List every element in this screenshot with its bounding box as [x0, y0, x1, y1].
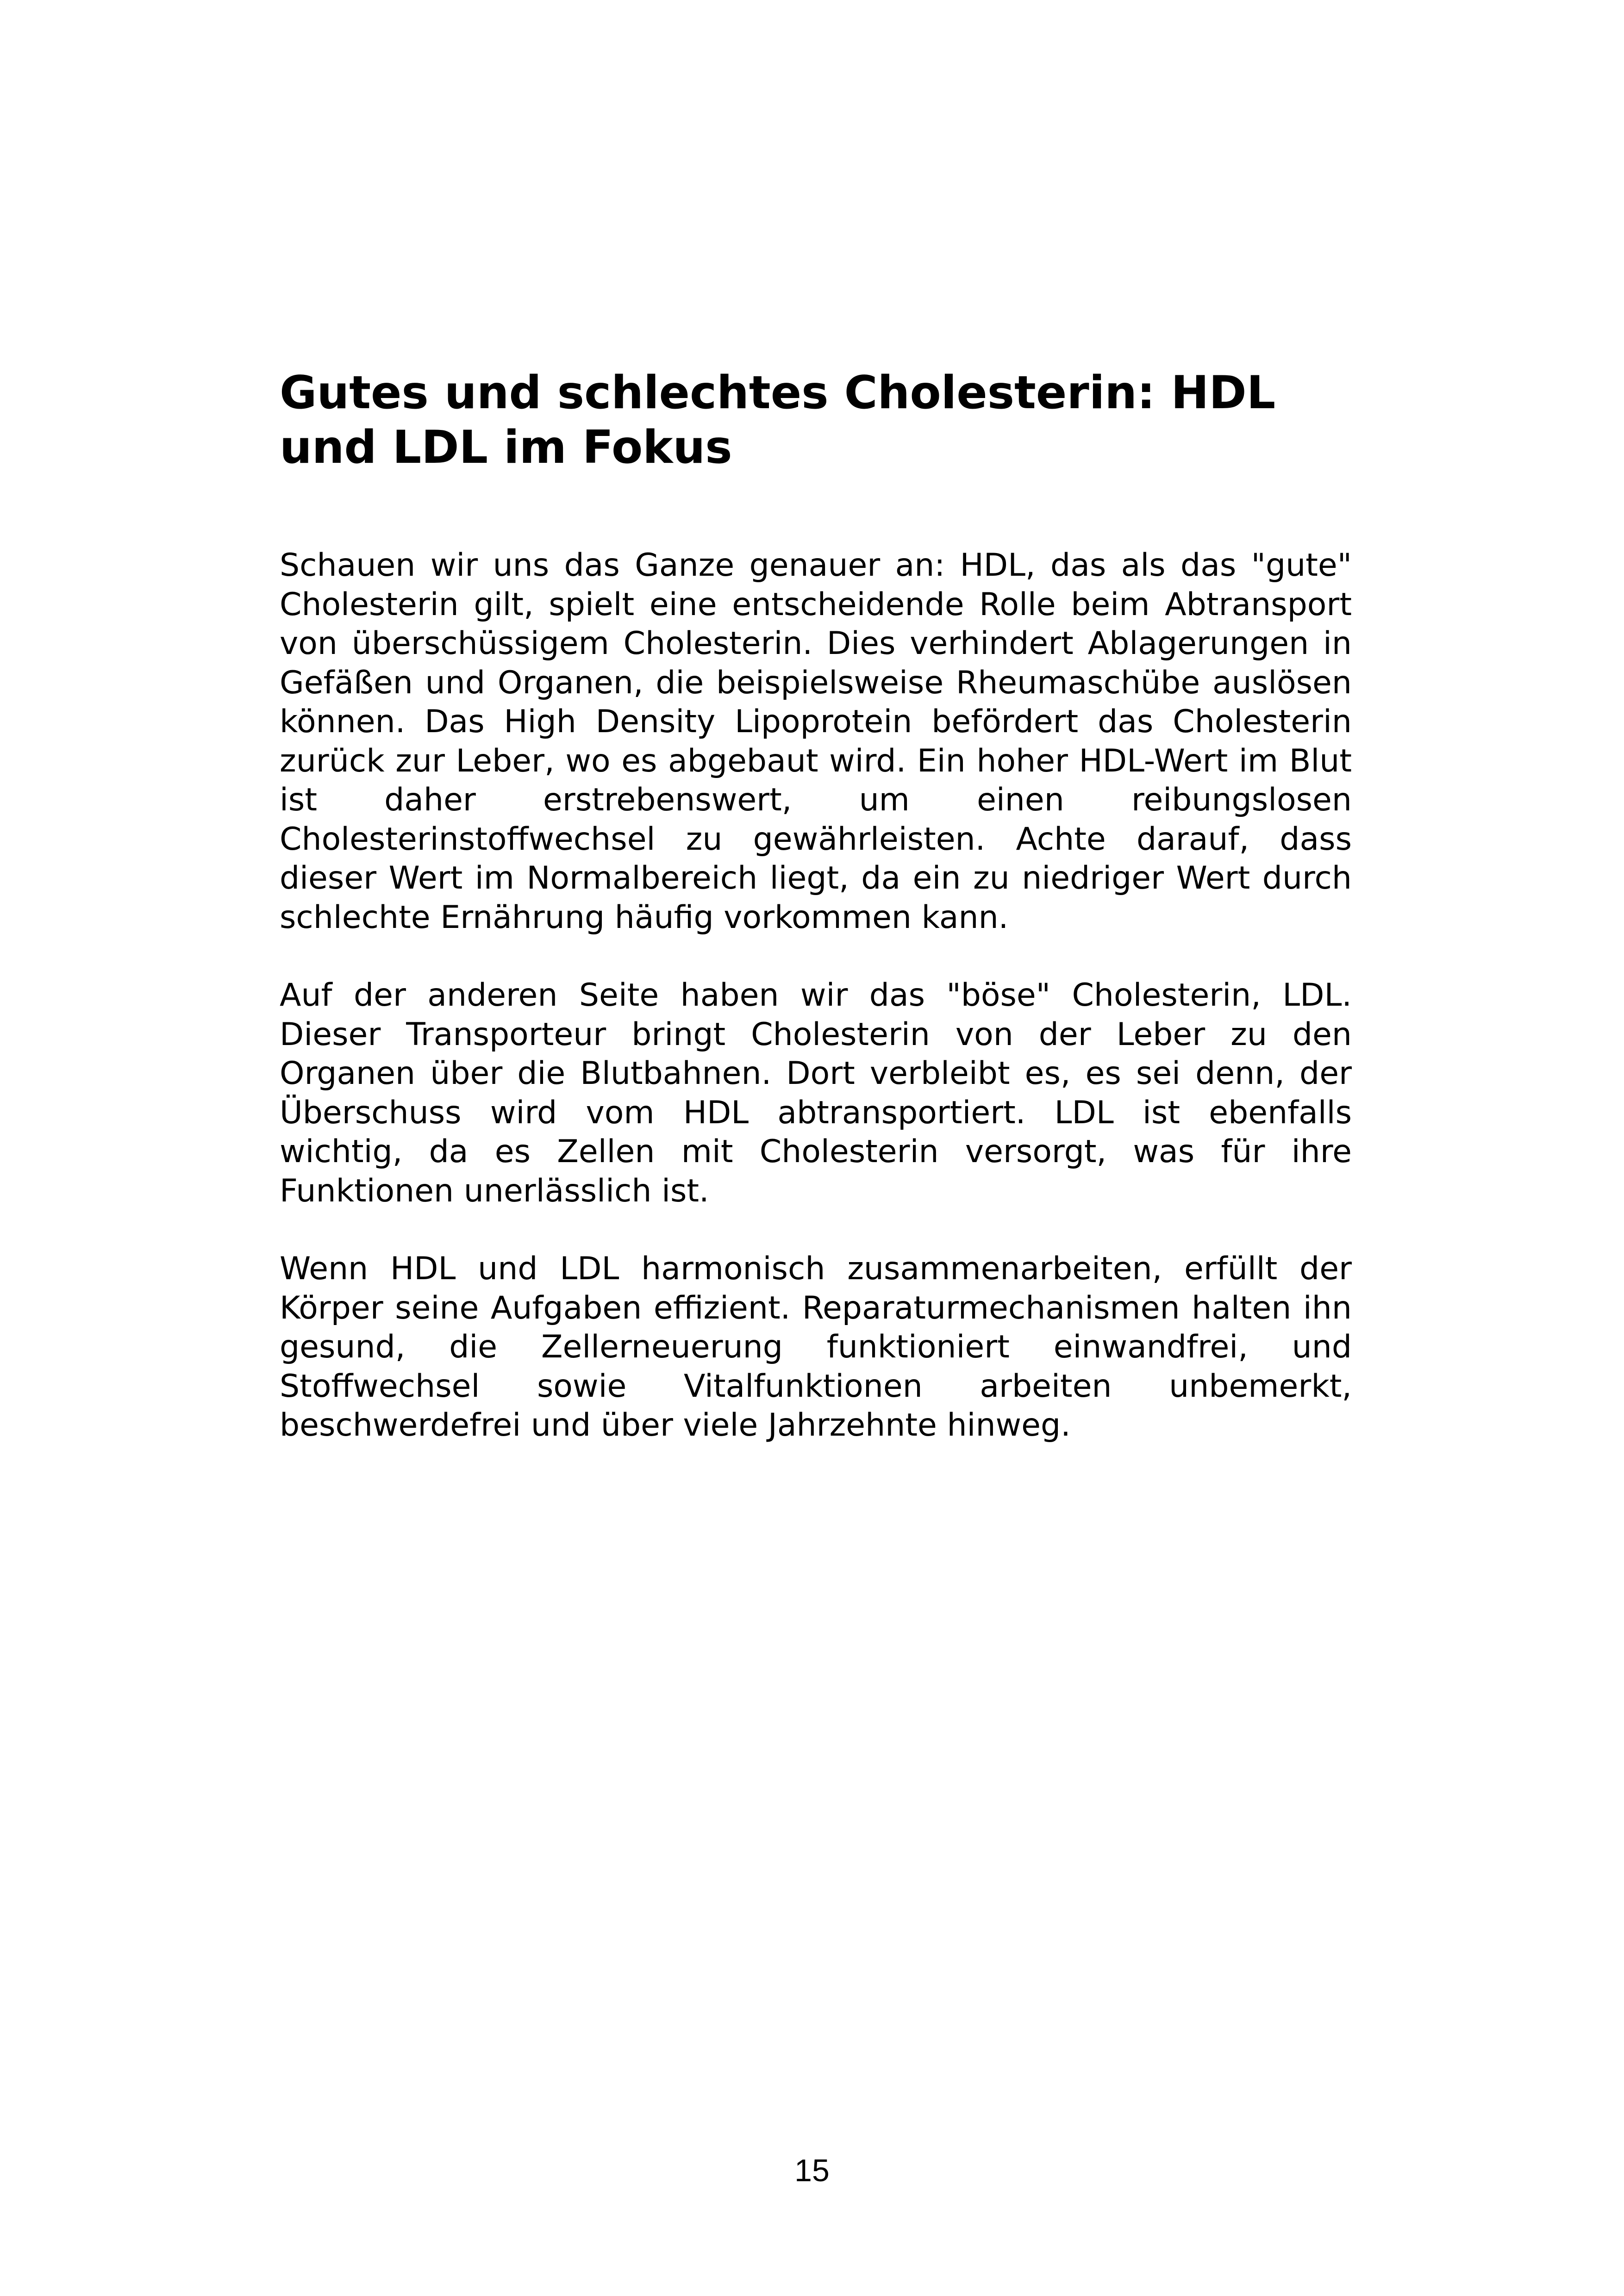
paragraph-ldl: Auf der anderen Seite haben wir das "böse" Cholesterin, LDL. Dieser Transporteur bringt Cholesterin von der Leber zu den Organen über die Blutbahnen. Dort verbleibt es, es sei denn, der Überschuss wird vom HDL abtransportiert. LDL ist ebenfalls wichtig, da es Zellen mit Cholesterin versorgt, was für ihre Funktionen unerlässlich ist. — [280, 977, 1352, 1209]
paragraph-balance: Wenn HDL und LDL harmonisch zusammenarbeiten, erfüllt der Körper seine Aufgaben effizient. Reparaturmechanismen halten ihn gesund, die Zellerneuerung funktioniert einwandfrei, und Stoffwechsel sowie Vitalfunktionen arbeiten unbemerkt, beschwerdefrei und über viele Jahrzehnte hinweg. — [280, 1251, 1352, 1444]
page-number: 15 — [794, 2153, 830, 2188]
body-text — [280, 546, 1352, 1445]
chapter-title: Gutes und schlechtes Cholesterin: HDL und LDL im Fokus — [280, 367, 1276, 474]
paragraph-hdl: Schauen wir uns das Ganze genauer an: HDL, das als das "gute" Cholesterin gilt, spielt eine entscheidende Rolle beim Abtransport von überschüssigem Cholesterin. Dies verhindert Ablagerungen in Gefäßen und Organen, die beispielsweise Rheumaschübe auslösen können. Das High Density Lipoprotein befördert das Cholesterin zurück zur Leber, wo es abgebaut wird. Ein hoher HDL-Wert im Blut ist daher erstrebenswert, um einen reibungslosen Cholesterinstoffwechsel zu gewährleisten. Achte darauf, dass dieser Wert im Normalbereich liegt, da ein zu niedriger Wert durch schlechte Ernährung häufig vorkommen kann. — [280, 547, 1352, 936]
page-content — [280, 366, 1352, 1445]
